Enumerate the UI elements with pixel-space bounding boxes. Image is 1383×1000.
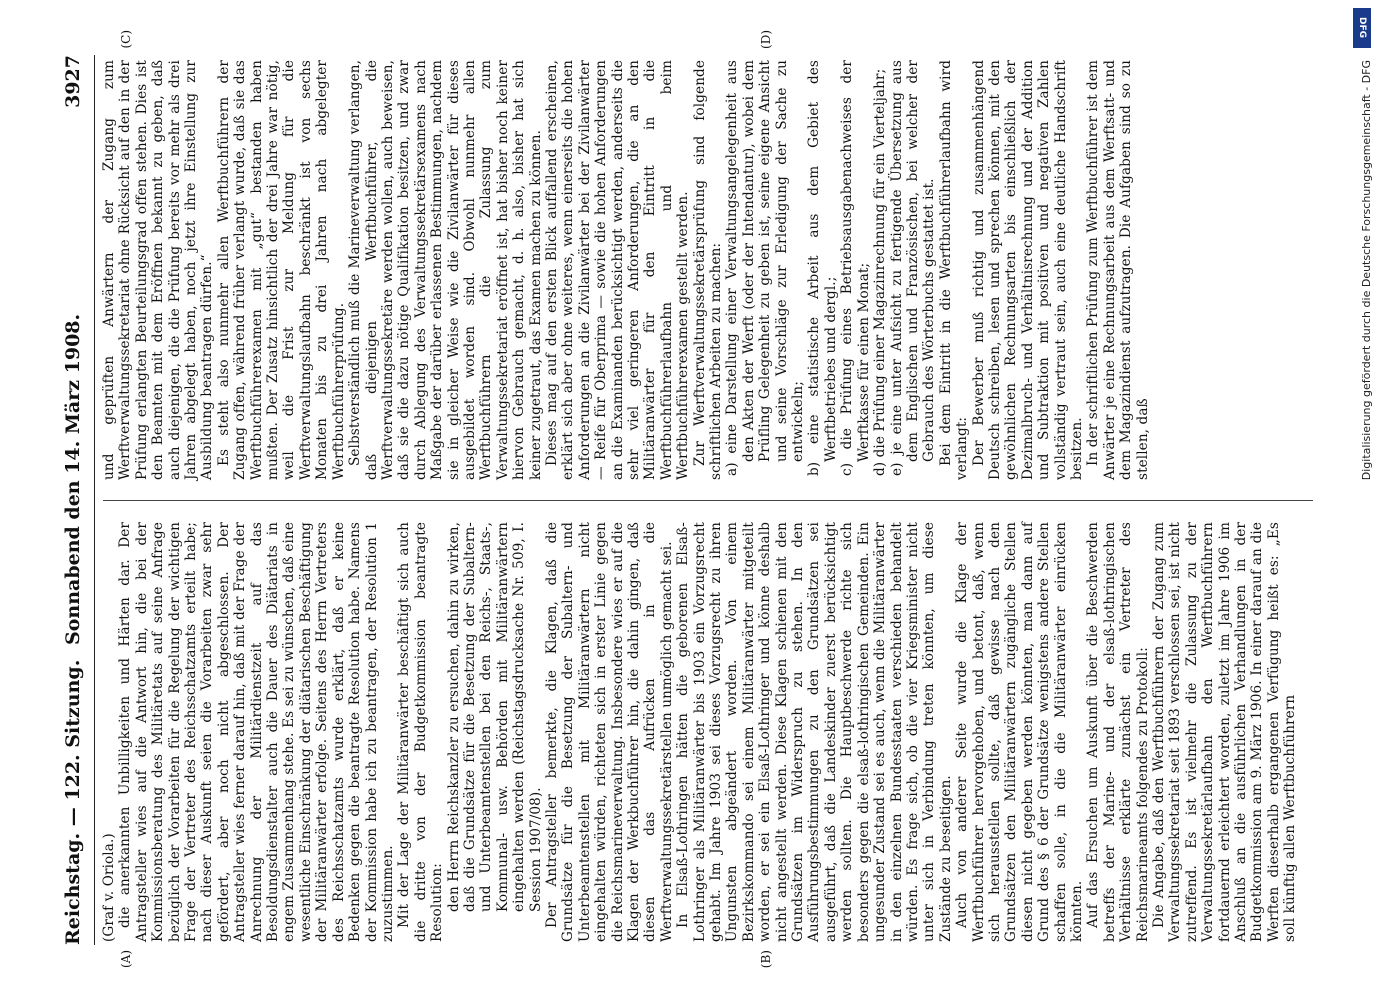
- list-item: e) je eine unter Aufsicht zu fertigende Übersetzung aus dem Englischen und Französischen, bei welcher der Gebrauch des Wörterbuchs gestattet ist.: [888, 60, 938, 476]
- digitization-sidebar: [1349, 0, 1383, 1000]
- paragraph: Auch von anderer Seite wurde die Klage der Werftbuchführer hervorgehoben, und betont, daß, wenn sich herausstellen sollte, daß gewisse nach den Grundsätzen den Militäranwärtern zugängliche Stellen diesen nicht gegeben werden könnten, man dann auf Grund des § 6 der Grundsätze wenigstens andere Stellen schaffen solle, in die die Militäranwärter einrücken könnten.: [954, 522, 1085, 942]
- header-date: Sonnabend den 14. März 1908.: [62, 313, 84, 645]
- margin-label-c: (C): [119, 30, 133, 49]
- speaker-label: (Graf v. Oriola.): [101, 833, 117, 942]
- dfg-logo: DFG: [1353, 8, 1371, 48]
- paragraph: Es steht also nunmehr allen Werftbuchführern der Zugang offen, während früher verlangt wurde, daß sie das Werftbuchführerexamen mit „gut“ bestanden haben mußten. Der Zusatz hinsichtlich der drei Jahre war nötig, weil die Frist zur Meldung für die Werftverwaltungslaufbahn beschränkt ist von sechs Monaten bis zu drei Jahren nach abgelegter Werftbuchführerprüfung.: [215, 60, 347, 480]
- paragraph: Dieses mag auf den ersten Blick auffallend erscheinen, erklärt sich aber ohne weiteres, wenn einerseits die hohen Anforderungen an die Zivilanwärter bei der Zivilanwärter — Reife für Oberprima — sowie die hohen Anforderungen an die Examinanden berücksichtigt werden, anderseits die sehr viel geringeren Anforderungen, die an den Militäranwärter für den Eintritt in die Werftbuchführerlaufbahn und beim Werftbuchführerexamen gestellt werden.: [543, 60, 692, 480]
- page-number: 3927: [62, 55, 84, 108]
- paragraph: Mit der Lage der Militäranwärter beschäftigt sich auch die dritte von der Budgetkommission beantragte Resolution:: [396, 522, 446, 942]
- margin-label-b: (B): [759, 950, 773, 969]
- resolution-text: den Herrn Reichskanzler zu ersuchen, dahin zu wirken, daß die Grundsätze für die Besetzung der Subaltern- und Unterbeamtenstellen bei den Reichs-, Staats-, Kommunal- usw. Behörden mit Militäranwärtern eingehalten werden (Reichstagsdrucksache Nr. 509, I. Session 1907/08).: [445, 522, 544, 912]
- paragraph: Der Bewerber muß richtig und zusammenhängend Deutsch schreiben, lesen und sprechen können, mit den gewöhnlichen Rechnungsarten bis einschließlich der Dezimalbruch- und Verhältnisrechnung und der Addition und Subtraktion mit positiven und negativen Zahlen vollständig vertraut sein, auch eine deutliche Handschrift besitzen.: [970, 60, 1085, 480]
- header-left: Reichstag. — 122. Sitzung.: [62, 659, 84, 945]
- list-item: a) eine Darstellung einer Verwaltungsangelegenheit aus den Akten der Werft (oder der Intendantur), wobei dem Prüfling Gelegenheit zu geben ist, seine eigene Ansicht und seine Vorschläge zur Erledigung der Sache zu entwickeln;: [724, 60, 807, 476]
- paragraph: Die Angabe, daß den Werftbuchführern der Zugang zum Verwaltungssekretariat seit 1893 verschlossen sei, ist nicht zutreffend. Es ist vielmehr die Zulassung zu der Verwaltungssekretärlaufbahn den Werftbuchführern fortdauernd erleichtert worden, zuletzt im Jahre 1906 im Anschluß an die ausführlichen Verhandlungen in der Budgetkommission am 9. März 1906. In einer darauf an die Werften dieserhalb ergangenen Verfügung heißt es: „Es soll künftig allen Werftbuchführern: [1151, 522, 1299, 942]
- margin-label-a: (A): [119, 950, 133, 969]
- page-header: [60, 55, 90, 945]
- paragraph: Zur Werftverwaltungssekretärsprüfung sind folgende schriftlichen Arbeiten zu machen:: [691, 60, 725, 480]
- paragraph: In Elsaß-Lothringen hätten die geborenen Elsaß-Lothringer als Militäranwärter bis 1903 ein Vorzugsrecht gehabt. Im Jahre 1903 sei dieses Vorzugsrecht zu ihren Ungunsten abgeändert worden. Von einem Bezirkskommando sei einem Militäranwärter mitgeteilt worden, er sei ein Elsaß-Lothringer und könne deshalb nicht angestellt werden. Diese Klagen schienen mit den Grundsätzen im Widerspruch zu stehen. In den Ausführungsbestimmungen zu den Grundsätzen sei ausgeführt, daß die Landeskinder zuerst berücksichtigt werden sollten. Die Hauptbeschwerde richte sich besonders gegen die elsaß-lothringischen Gemeinden. Ein ungesunder Zustand sei es auch, wenn die Militäranwärter in den einzelnen Bundesstaaten verschieden behandelt würden. Es frage sich, ob die vier Kriegsminister nicht unter sich in Verbindung treten könnten, um diese Zustände zu beseitigen.: [675, 522, 954, 942]
- paragraph: die anerkannten Unbilligkeiten und Härten dar. Der Antragsteller wies auf die Antwort hin, die bei der Kommissionsberatung des Militäretats auf seine Anfrage bezüglich der Vorarbeiten für die Regelung der wichtigen Frage der Vertreter des Reichsschatzamts erteilt habe; nach dieser Auskunft seien die Vorarbeiten zwar sehr gefördert, aber noch nicht abgeschlossen. Der Antragsteller wies ferner darauf hin, daß mit der Frage der Anrechnung der Militärdienstzeit auf das Besoldungsdienstalter auch die Dauer des Diätariats in engem Zusammenhang stehe. Es sei zu wünschen, daß eine wesentliche Einschränkung der diätarischen Beschäftigung der Militäranwärter erfolge. Seitens des Herrn Vertreters des Reichsschatzamts wurde erklärt, daß er keine Bedenken gegen die beantragte Resolution habe. Namens der Kommission habe ich zu beantragen, der Resolution 1 zuzustimmen.: [117, 522, 396, 942]
- header-rule: [94, 55, 95, 945]
- paragraph: Selbstverständlich muß die Marineverwaltung verlangen, daß diejenigen Werftbuchführer, die Werftverwaltungssekretäre werden wollen, auch beweisen, daß sie die dazu nötige Qualifikation besitzen, und zwar durch Ablegung des Verwaltungssekretärsexamens nach Maßgabe der darüber erlassenen Bestimmungen, nachdem sie in gleicher Weise wie die Zivilanwärter für dieses ausgebildet worden sind. Obwohl nunmehr allen Werftbuchführern die Zulassung zum Verwaltungssekretariat eröffnet ist, hat bisher noch keiner hiervon Gebrauch gemacht, d. h. also, bisher hat sich keiner zugetraut, das Examen machen zu können.: [347, 60, 544, 480]
- paragraph: In der schriftlichen Prüfung zum Werftbuchführer ist dem Anwärter je eine Rechnungsarbeit aus dem Werftsatt- und dem Magazindienst aufzutragen. Die Aufgaben sind so zu stellen, daß: [1085, 60, 1151, 480]
- list-item: c) die Prüfung eines Betriebsausgabenachweises der Werftkasse für einen Monat;: [839, 60, 872, 476]
- margin-label-d: (D): [759, 30, 773, 49]
- paragraph: und geprüften Anwärtern der Zugang zum Werftverwaltungssekretariat ohne Rücksicht auf den in der Prüfung erlangten Beurteilungsgrad offen stehen. Dies ist den Beamten mit dem Eröffnen bekannt zu geben, daß auch diejenigen, die die Prüfung bereits vor mehr als drei Jahren abgelegt haben, noch jetzt ihre Einstellung zur Ausbildung beantragen dürfen.“: [101, 60, 216, 480]
- left-column: [101, 522, 1311, 942]
- digitization-credit: Digitalisierung gefördert durch die Deutsche Forschungsgemeinschaft - DFG: [1359, 60, 1373, 481]
- right-column: [101, 60, 1311, 480]
- list-item: b) eine statistische Arbeit aus dem Gebiet des Werftbetriebes und dergl.;: [806, 60, 839, 476]
- paragraph: Bei dem Eintritt in die Werftbuchführerlaufbahn wird verlangt:: [937, 60, 971, 480]
- list-item: d) die Prüfung einer Magazinrechnung für ein Vierteljahr;: [872, 68, 889, 476]
- column-divider: [103, 500, 1313, 501]
- paragraph: Der Antragsteller bemerkte, die Klagen, daß die Grundsätze für die Besetzung der Subaltern- und Unterbeamtenstellen mit Militäranwärtern nicht eingehalten würden, richteten sich in erster Linie gegen die Reichsmarineverwaltung. Insbesondere wies er auf die Klagen der Werkbuchführer hin, die dahin gingen, daß diesen das Aufrücken in die Werftverwaltungssekretärstellen unmöglich gemacht sei.: [543, 522, 675, 942]
- paragraph: Auf das Ersuchen um Auskunft über die Beschwerden betreffs der Marine- und der elsaß-lothringischen Verhältnisse erklärte zunächst ein Vertreter des Reichsmarineamts folgendes zu Protokoll:: [1085, 522, 1151, 942]
